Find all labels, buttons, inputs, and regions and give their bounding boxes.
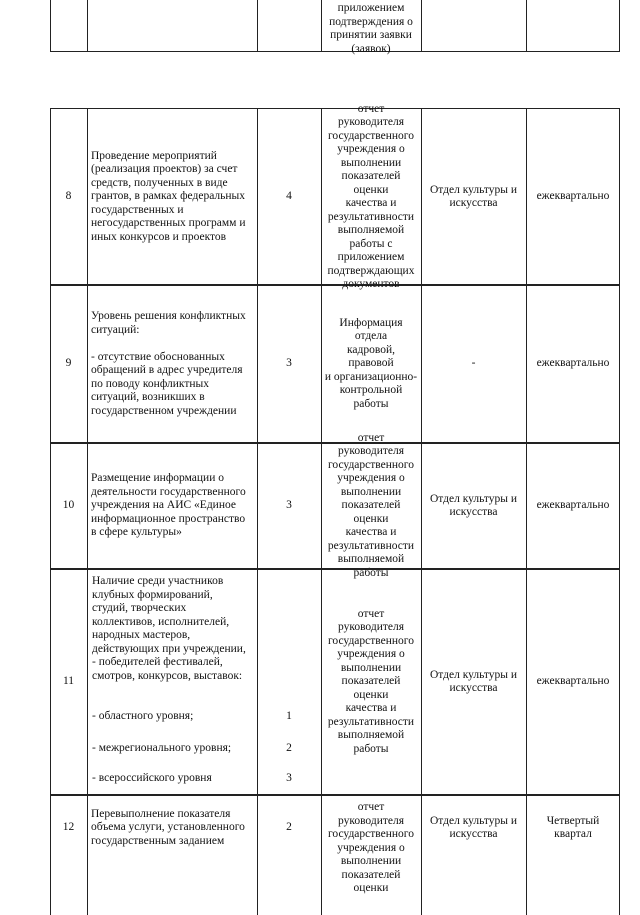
source-cell: отчет руководителя государственного учреждения о выполнении показателей оценки качества и результативности выполняемой работы	[327, 607, 415, 755]
points-cell: 4	[286, 190, 292, 203]
period-cell: ежеквартально	[536, 499, 610, 512]
row-number: 8	[65, 190, 72, 203]
department-cell: -	[471, 357, 476, 370]
points-cell: 2	[286, 821, 292, 834]
points-cell: 3	[286, 357, 292, 370]
level-points: 1	[286, 710, 292, 722]
criterion-description: Проведение мероприятий (реализация проектов) за счет средств, полученных в виде грантов, в рамках федеральных государственных и негосударственных программ и иных конкурсов и проектов	[91, 149, 246, 243]
department-cell: Отдел культуры и искусства	[429, 814, 518, 840]
table-row	[50, 431, 620, 579]
level-label: - областного уровня;	[92, 710, 194, 722]
row-number: 9	[65, 357, 72, 370]
source-cell: Информация отдела кадровой, правовой и организационно- контрольной работы	[324, 316, 418, 410]
source-cell: отчет руководителя государственного учреждения о выполнении показателей оценки качества и результативности выполняемой работы	[327, 431, 415, 579]
source-cell: приложением подтверждения о принятии заявки (заявок)	[329, 2, 413, 55]
criterion-description: Уровень решения конфликтных ситуаций: - отсутствие обоснованных обращений в адрес учредителя по поводу конфликтных ситуаций, возникших в государственном учреждении	[91, 310, 246, 417]
criterion-description	[87, 569, 262, 795]
table-row	[50, 568, 620, 796]
department-cell: Отдел культуры и искусства	[429, 183, 518, 209]
period-cell: Четвертый квартал	[546, 814, 600, 840]
criterion-intro: Наличие среди участников клубных формирований, студий, творческих коллективов, исполнителей, народных мастеров, действующих при учреждении, - победителей фестивалей, смотров, конкурсов, выставок:	[92, 575, 246, 682]
department-cell: Отдел культуры и искусства	[429, 492, 518, 518]
department-cell: Отдел культуры и искусства	[429, 668, 518, 694]
level-label: - всероссийского уровня	[92, 772, 212, 784]
level-points: 2	[286, 742, 292, 754]
source-cell: отчет руководителя государственного учреждения о выполнении показателей оценки качества и результативности выполняемой работы с приложением подтверждающих документов	[327, 102, 415, 290]
period-cell: ежеквартально	[536, 190, 610, 203]
points-cell: 3	[286, 499, 292, 512]
row-number: 12	[62, 821, 75, 834]
period-cell: ежеквартально	[536, 675, 610, 688]
source-cell: отчет руководителя государственного учреждения о выполнении показателей оценки	[328, 801, 414, 894]
criterion-description: Перевыполнение показателя объема услуги, установленного государственным заданием	[91, 807, 245, 847]
level-points: 3	[286, 772, 292, 784]
table-row	[50, 794, 620, 915]
table-row	[50, 284, 620, 444]
criterion-description: Размещение информации о деятельности государственного учреждения на АИС «Единое информационное пространство в сфере культуры»	[91, 472, 246, 539]
table-row	[50, 102, 620, 290]
row-number: 11	[62, 675, 75, 688]
level-label: - межрегионального уровня;	[92, 742, 232, 754]
table-row-continuation	[50, 0, 620, 55]
row-number: 10	[62, 499, 75, 512]
period-cell: ежеквартально	[536, 357, 610, 370]
